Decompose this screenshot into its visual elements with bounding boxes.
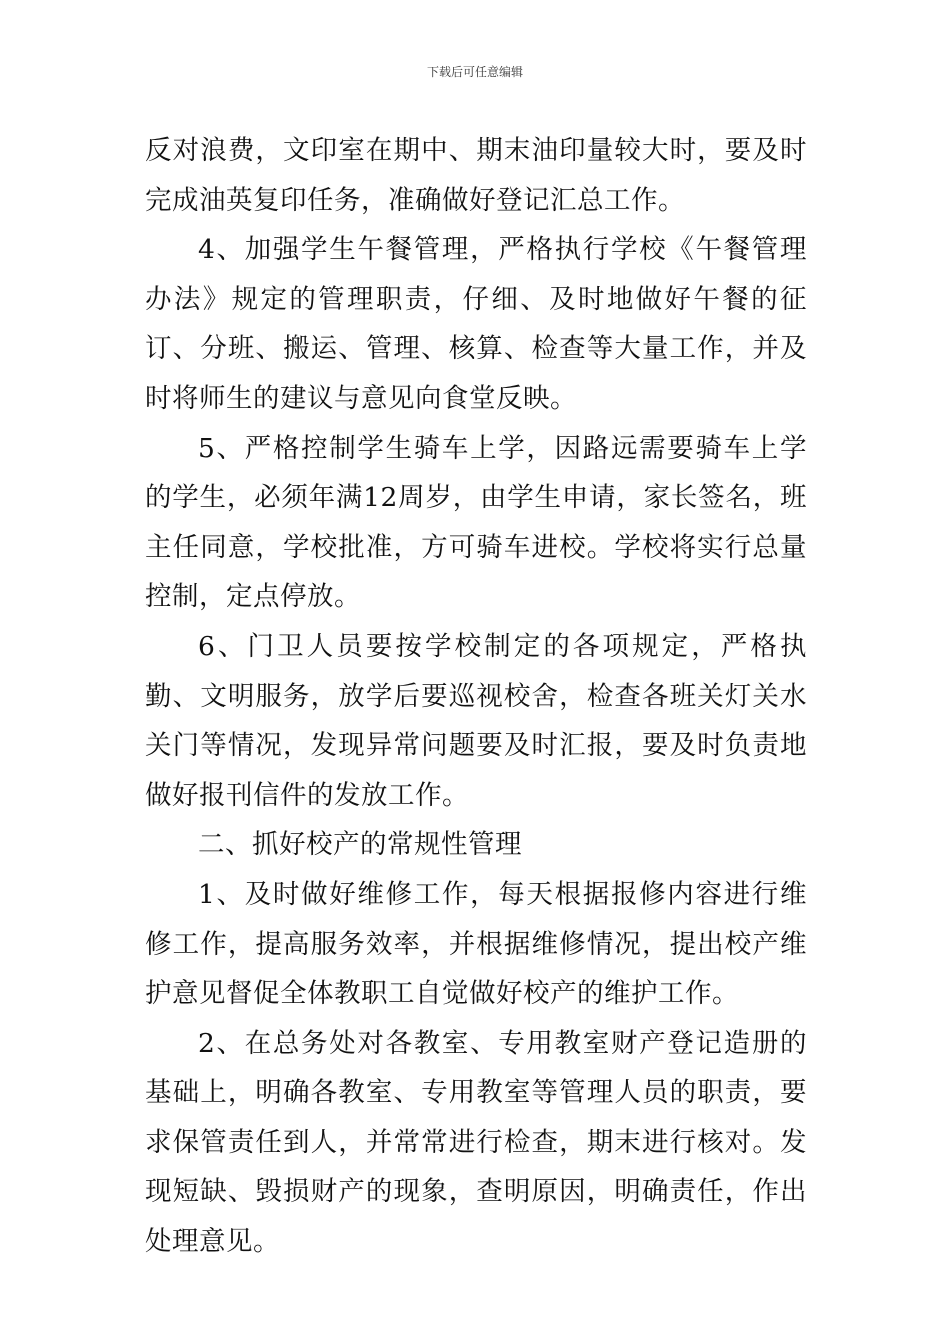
paragraph-item-1-repair: 1、及时做好维修工作，每天根据报修内容进行维修工作，提高服务效率，并根据维修情况，提出校产维护意见督促全体教职工自觉做好校产的维护工作。 (145, 878, 807, 1010)
paragraph-item-4-lunch: 4、加强学生午餐管理，严格执行学校《午餐管理办法》规定的管理职责，仔细、及时地做好午餐的征订、分班、搬运、管理、核算、检查等大量工作，并及时将师生的建议与意见向食堂反映。 (145, 234, 807, 414)
section-heading-2: 二、抓好校产的常规性管理 (198, 829, 522, 861)
paragraph-item-6-guard: 6、门卫人员要按学校制定的各项规定，严格执勤、文明服务，放学后要巡视校舍，检查各班关灯关水关门等情况，发现异常问题要及时汇报，要及时负责地做好报刊信件的发放工作。 (145, 630, 807, 811)
paragraph-item-5-cycling: 5、严格控制学生骑车上学，因路远需要骑车上学的学生，必须年满12周岁，由学生申请，家长签名，班主任同意，学校批准，方可骑车进校。学校将实行总量控制，定点停放。 (145, 432, 807, 613)
document-body (145, 126, 807, 1267)
paragraph-item-2-assets: 2、在总务处对各教室、专用教室财产登记造册的基础上，明确各教室、专用教室等管理人员的职责，要求保管责任到人，并常常进行检查，期末进行核对。发现短缺、毁损财产的现象，查明原因，明确责任，作出处理意见。 (145, 1027, 807, 1258)
page-header: 下载后可任意编辑 (426, 65, 523, 79)
paragraph-continuation: 反对浪费，文印室在期中、期末油印量较大时，要及时完成油英复印任务，准确做好登记汇总工作。 (145, 135, 807, 216)
